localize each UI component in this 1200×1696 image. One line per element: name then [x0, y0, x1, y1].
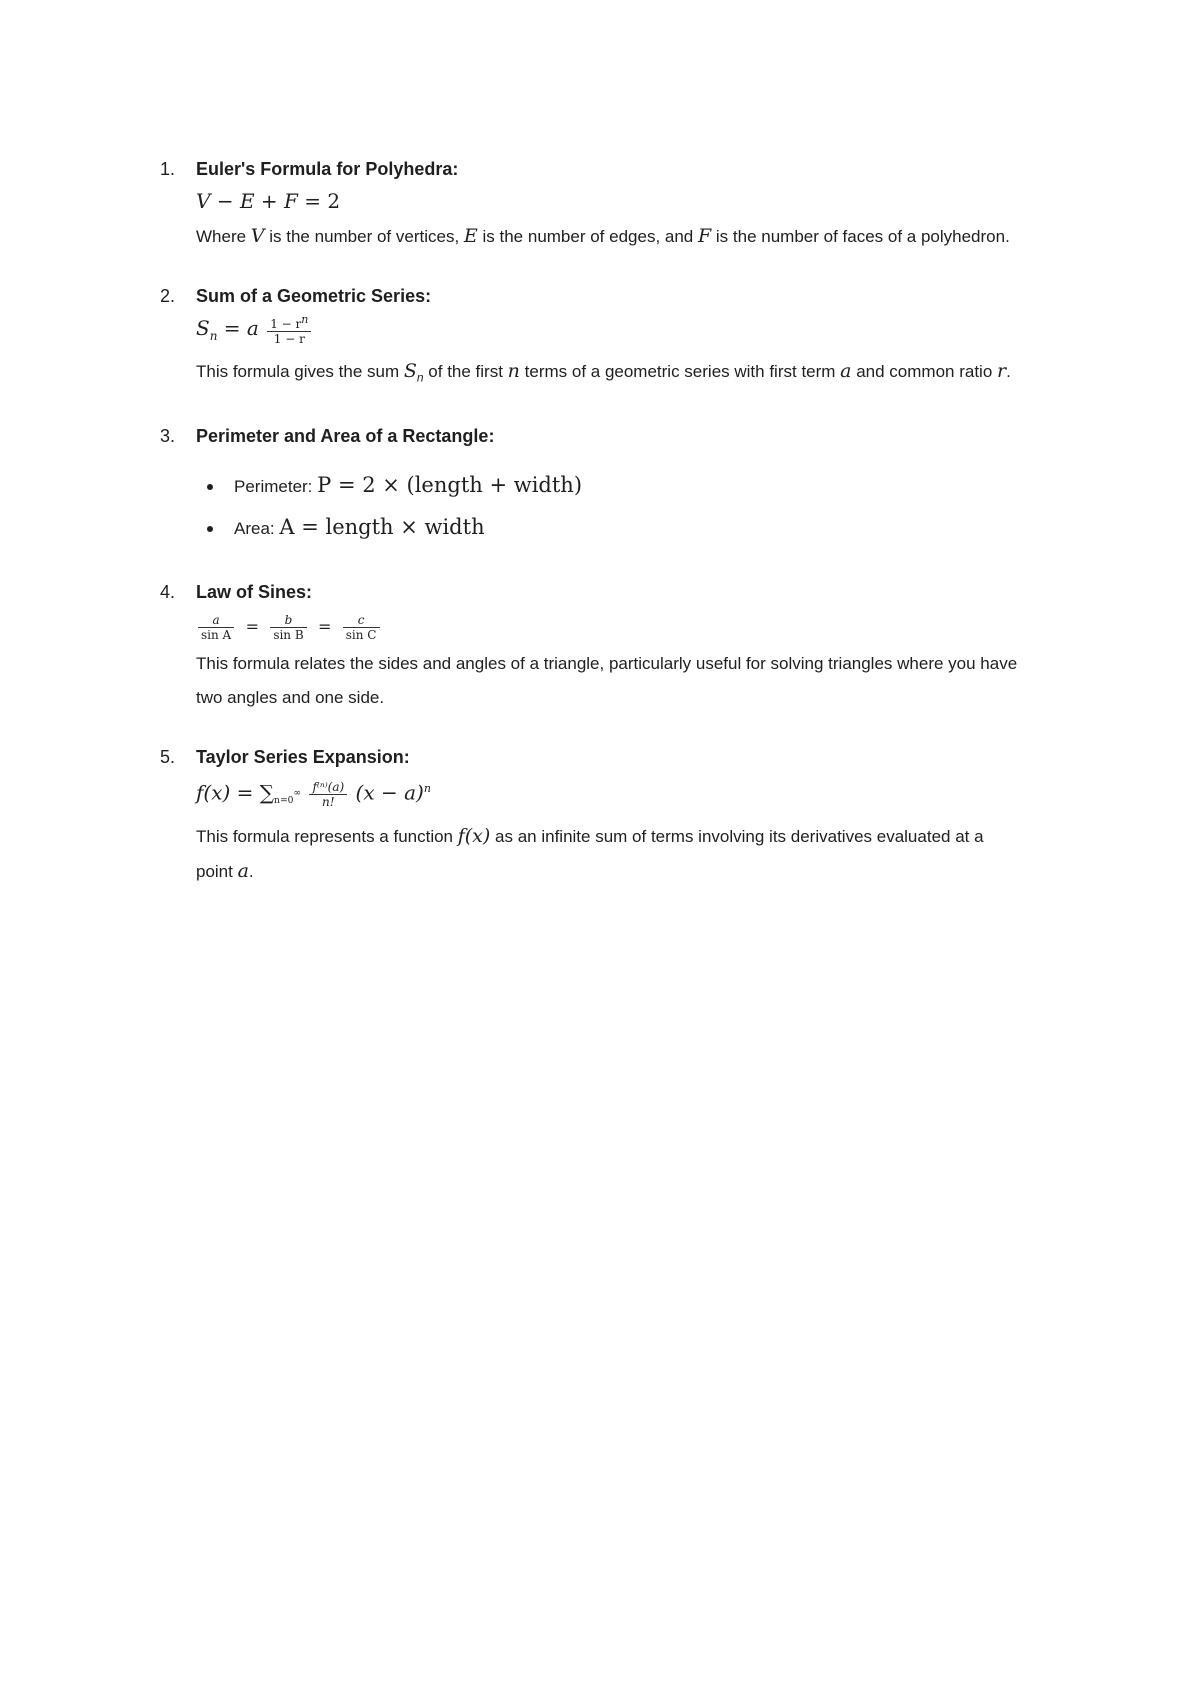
- item-number: 5.: [160, 747, 176, 768]
- bullet-list: [196, 466, 1020, 550]
- item-title: Taylor Series Expansion:: [196, 747, 410, 768]
- fraction: $\frac{1 - rn}{1 - r}$: [267, 313, 311, 346]
- fraction: $\frac{c}{\text{sin C}}$: [343, 613, 380, 642]
- item-title: Law of Sines:: [196, 582, 313, 603]
- list-item: [160, 155, 1020, 254]
- fraction: $\frac{a}{\text{sin A}}$: [198, 613, 234, 642]
- item-title: Perimeter and Area of a Rectangle:: [196, 426, 495, 447]
- item-description: This formula represents a function f(x) as an infinite sum of terms involving its derivatives evaluated at a point a.: [196, 825, 984, 883]
- item-number: 1.: [160, 159, 176, 179]
- item-number: 4.: [160, 582, 176, 603]
- item-title: Sum of a Geometric Series:: [196, 286, 432, 306]
- formula-list: [160, 155, 1020, 917]
- item-number: 2.: [160, 286, 176, 306]
- item-description: This formula relates the sides and angles of a triangle, particularly useful for solving triangles where you have two angles and one side.: [196, 654, 1018, 708]
- list-item: [160, 578, 1020, 715]
- bullet-perimeter: Perimeter: P = 2 × (length + width): [196, 466, 1020, 508]
- item-title: Euler's Formula for Polyhedra:: [196, 159, 459, 179]
- list-item: [160, 743, 1020, 889]
- item-description: This formula gives the sum $S_n$ of the first n terms of a geometric series with first term a and common ratio r.: [196, 360, 1011, 385]
- list-item: [160, 422, 1020, 550]
- item-number: 3.: [160, 426, 176, 447]
- item-description: Where V is the number of vertices, E is the number of edges, and F is the number of faces of a polyhedron.: [196, 225, 1010, 247]
- formula-law-of-sines: $\frac{a}{\text{sin A}}$ = $\frac{b}{\text{sin B}}$ = $\frac{c}{\text{sin C}}$: [196, 606, 1020, 647]
- bullet-area: Area: A = length × width: [196, 508, 1020, 550]
- fraction: $\frac{\text{f⁽ⁿ⁾(a)}}{n!}$: [309, 780, 347, 809]
- formula-euler: V − E + F = 2: [196, 189, 341, 213]
- formula-taylor: $f(x) = \sum_{n=0}^\infty$ $\frac{\text{f⁽ⁿ⁾(a)}}{n!}$ $(x - a)^n$: [196, 779, 431, 809]
- list-item: [160, 282, 1020, 394]
- fraction: $\frac{b}{\text{sin B}}$: [270, 613, 306, 642]
- formula-geometric-sum: $S_n = a$ $\frac{1 - rn}{1 - r}$: [196, 310, 1020, 354]
